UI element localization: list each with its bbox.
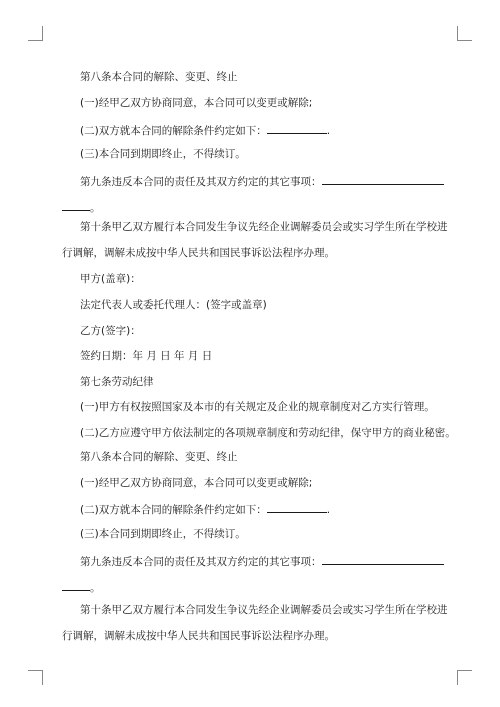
clause-text: (一)经甲乙双方协商同意，本合同可以变更或解除; [80, 477, 313, 489]
clause-text: (一)甲方有权按照国家及本市的有关规定及企业的规章制度对乙方实行管理。 [80, 401, 435, 413]
line-end: 。 [90, 202, 101, 214]
article-text: 第十条甲乙双方履行本合同发生争议先经企业调解委员会或实习学生所在学校进 [80, 221, 448, 233]
clause-end: . [326, 125, 331, 137]
blank-field[interactable] [62, 579, 90, 591]
article-label: 第九条违反本合同的责任及其双方约定的其它事项： [80, 176, 322, 188]
signing-date: 签约日期：年 月 日 年 月 日 [80, 350, 213, 362]
representative-line: 法定代表人或委托代理人：(签字或盖章) [80, 299, 267, 311]
clause-label: (二)双方就本合同的解除条件约定如下： [80, 504, 267, 516]
article-text: 行调解，调解未成按中华人民共和国民事诉讼法程序办理。 [62, 630, 335, 642]
crop-mark-top-left [28, 26, 43, 41]
clause-text: (三)本合同到期即终止，不得续订。 [80, 528, 246, 540]
article-heading: 第八条本合同的解除、变更、终止 [80, 451, 238, 463]
blank-field[interactable] [267, 501, 327, 513]
clause-text [80, 122, 480, 138]
blank-field[interactable] [62, 199, 90, 211]
clause-text [80, 501, 480, 517]
blank-field[interactable] [267, 122, 327, 134]
clause-text: (一)经甲乙双方协商同意，本合同可以变更或解除; [80, 97, 313, 109]
clause-end: . [326, 504, 331, 516]
party-b-signature: 乙方(签字)： [80, 325, 141, 337]
crop-mark-bottom-left [28, 670, 43, 685]
clause-text: (三)本合同到期即终止，不得续订。 [80, 148, 246, 160]
crop-mark-top-right [457, 26, 472, 41]
party-a-seal: 甲方(盖章)： [80, 273, 141, 285]
article-label: 第九条违反本合同的责任及其双方约定的其它事项： [80, 556, 322, 568]
blank-field[interactable] [322, 553, 444, 565]
article-heading [80, 173, 480, 189]
article-heading [80, 553, 480, 569]
article-text: 第十条甲乙双方履行本合同发生争议先经企业调解委员会或实习学生所在学校进 [80, 604, 448, 616]
blank-field[interactable] [322, 173, 444, 185]
article-heading: 第七条劳动纪律 [80, 376, 154, 388]
crop-mark-bottom-right [457, 670, 472, 685]
clause-text: (二)乙方应遵守甲方依法制定的各项规章制度和劳动纪律，保守甲方的商业秘密。 [80, 427, 456, 439]
continuation-line [62, 199, 101, 215]
line-end: 。 [90, 582, 101, 594]
article-heading: 第八条本合同的解除、变更、终止 [80, 71, 238, 83]
article-text: 行调解，调解未成按中华人民共和国民事诉讼法程序办理。 [62, 247, 335, 259]
clause-label: (二)双方就本合同的解除条件约定如下： [80, 125, 267, 137]
continuation-line [62, 579, 101, 595]
